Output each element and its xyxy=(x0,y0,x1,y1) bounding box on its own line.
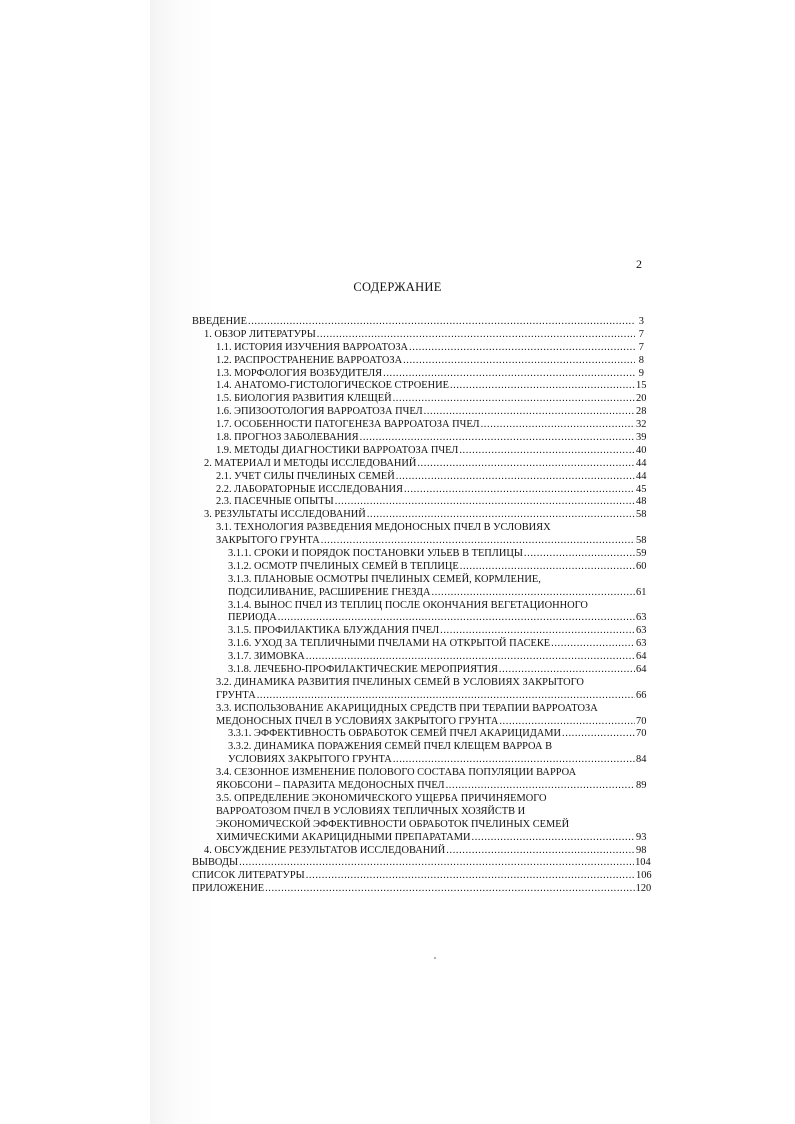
toc-entry xyxy=(192,676,647,703)
toc-entry-page: 84 xyxy=(636,754,647,766)
toc-entry xyxy=(192,342,644,355)
toc-entry-label: 3. РЕЗУЛЬТАТЫ ИССЛЕДОВАНИЙ xyxy=(204,509,366,521)
toc-leader-dots xyxy=(265,883,635,896)
toc-entry-page: 58 xyxy=(636,535,647,547)
toc-entry xyxy=(192,870,652,883)
toc-leader-dots xyxy=(257,690,635,703)
table-of-contents xyxy=(192,315,652,896)
toc-leader-dots xyxy=(335,496,635,509)
toc-entry-page: 7 xyxy=(638,328,644,340)
toc-leader-dots xyxy=(317,329,635,342)
toc-entry-label: 3.1.7. ЗИМОВКА xyxy=(228,651,305,663)
toc-entry xyxy=(192,883,652,896)
toc-entry-page: 7 xyxy=(638,341,644,353)
toc-entry-label: 3.1.1. СРОКИ И ПОРЯДОК ПОСТАНОВКИ УЛЬЕВ В ТЕПЛИЦЫ xyxy=(228,548,523,560)
toc-leader-dots xyxy=(360,432,635,445)
toc-entry-page: 64 xyxy=(636,651,647,663)
toc-leader-dots xyxy=(306,651,635,664)
toc-entry-label: 1.9. МЕТОДЫ ДИАГНОСТИКИ ВАРРОАТОЗА ПЧЕЛ xyxy=(216,444,459,456)
toc-entry-page: 63 xyxy=(636,625,647,637)
toc-entry-label: ГРУНТА xyxy=(216,689,256,701)
toc-leader-dots xyxy=(499,716,635,729)
toc-entry-label: 1.4. АНАТОМО-ГИСТОЛОГИЧЕСКОЕ СТРОЕНИЕ xyxy=(216,380,449,392)
toc-entry xyxy=(192,573,647,600)
toc-entry-page: 58 xyxy=(636,509,647,521)
toc-leader-dots xyxy=(450,380,635,393)
toc-entry xyxy=(192,792,647,845)
toc-entry-page: 60 xyxy=(636,560,647,572)
toc-entry-line: 3.1. ТЕХНОЛОГИЯ РАЗВЕДЕНИЯ МЕДОНОСНЫХ ПЧЕЛ В УСЛОВИЯХ xyxy=(216,522,551,534)
toc-leader-dots xyxy=(306,870,635,883)
toc-entry-page: 32 xyxy=(636,419,647,431)
toc-entry-label: ПРИЛОЖЕНИЕ xyxy=(192,883,265,895)
toc-entry xyxy=(192,457,647,471)
page-title: СОДЕРЖАНИЕ xyxy=(353,280,442,294)
toc-entry-label: 2. МАТЕРИАЛ И МЕТОДЫ ИССЛЕДОВАНИЙ xyxy=(204,457,417,469)
toc-entry-label: 2.3. ПАСЕЧНЫЕ ОПЫТЫ xyxy=(216,496,334,508)
toc-entry xyxy=(192,664,647,677)
toc-entry-label: 2.2. ЛАБОРАТОРНЫЕ ИССЛЕДОВАНИЯ xyxy=(216,483,403,495)
toc-entry-line: 3.1.4. ВЫНОС ПЧЕЛ ИЗ ТЕПЛИЦ ПОСЛЕ ОКОНЧАНИЯ ВЕГЕТАЦИОННОГО xyxy=(228,599,588,611)
toc-entry-label: 3.1.8. ЛЕЧЕБНО-ПРОФИЛАКТИЧЕСКИЕ МЕРОПРИЯТИЯ xyxy=(228,664,498,676)
toc-entry-page: 45 xyxy=(636,483,647,495)
toc-entry xyxy=(192,329,644,342)
toc-entry-label: ПОДСИЛИВАНИЕ, РАСШИРЕНИЕ ГНЕЗДА xyxy=(228,586,431,598)
toc-leader-dots xyxy=(562,728,635,741)
toc-leader-dots xyxy=(551,638,635,651)
toc-entry-line: 3.2. ДИНАМИКА РАЗВИТИЯ ПЧЕЛИНЫХ СЕМЕЙ В УСЛОВИЯХ ЗАКРЫТОГО xyxy=(216,676,584,688)
toc-leader-dots xyxy=(460,561,635,574)
toc-leader-dots xyxy=(446,780,635,793)
toc-leader-dots xyxy=(446,845,635,858)
toc-entry xyxy=(192,432,647,445)
toc-entry-label: 1.3. МОРФОЛОГИЯ ВОЗБУДИТЕЛЯ xyxy=(216,367,383,379)
toc-entry xyxy=(192,355,644,368)
toc-leader-dots xyxy=(383,368,635,381)
toc-entry xyxy=(192,406,647,419)
scan-speck xyxy=(434,957,436,959)
toc-entry xyxy=(192,496,647,509)
toc-entry-page: 104 xyxy=(635,857,651,869)
toc-entry xyxy=(192,548,647,561)
toc-entry-label: 1.1. ИСТОРИЯ ИЗУЧЕНИЯ ВАРРОАТОЗА xyxy=(216,341,409,353)
toc-entry xyxy=(192,857,651,870)
toc-entry xyxy=(192,470,647,484)
toc-entry-label: СПИСОК ЛИТЕРАТУРЫ xyxy=(192,870,305,882)
toc-entry-label: ХИМИЧЕСКИМИ АКАРИЦИДНЫМИ ПРЕПАРАТАМИ xyxy=(216,831,471,843)
toc-entry-page: 15 xyxy=(636,380,647,392)
toc-leader-dots xyxy=(278,612,635,625)
toc-leader-dots xyxy=(431,587,635,600)
toc-entry xyxy=(192,651,647,664)
toc-leader-dots xyxy=(248,316,635,329)
toc-entry-label: 1.6. ЭПИЗООТОЛОГИЯ ВАРРОАТОЗА ПЧЕЛ xyxy=(216,406,423,418)
toc-entry-page: 64 xyxy=(636,664,647,676)
toc-entry-label: 3.3.1. ЭФФЕКТИВНОСТЬ ОБРАБОТОК СЕМЕЙ ПЧЕЛ АКАРИЦИДАМИ xyxy=(228,728,562,740)
toc-entry xyxy=(192,522,647,548)
toc-entry-label: ВВЕДЕНИЕ xyxy=(192,315,247,327)
toc-entry-page: 40 xyxy=(636,444,647,456)
toc-leader-dots xyxy=(239,857,634,870)
toc-leader-dots xyxy=(417,458,635,471)
toc-leader-dots xyxy=(393,754,635,767)
toc-entry-line: 3.3. ИСПОЛЬЗОВАНИЕ АКАРИЦИДНЫХ СРЕДСТВ ПРИ ТЕРАПИИ ВАРРОАТОЗА xyxy=(216,702,598,714)
toc-entry-page: 63 xyxy=(636,638,647,650)
toc-leader-dots xyxy=(393,393,635,406)
toc-leader-dots xyxy=(481,419,635,432)
toc-entry-label: 3.1.5. ПРОФИЛАКТИКА БЛУЖДАНИЯ ПЧЕЛ xyxy=(228,625,440,637)
toc-entry xyxy=(192,509,647,522)
toc-leader-dots xyxy=(424,406,635,419)
toc-entry xyxy=(192,444,647,458)
toc-entry xyxy=(192,702,647,729)
toc-entry-page: 9 xyxy=(638,367,644,379)
toc-entry-page: 48 xyxy=(636,496,647,508)
toc-entry xyxy=(192,728,647,742)
page-number: 2 xyxy=(636,257,642,271)
toc-leader-dots xyxy=(404,484,635,497)
toc-entry-page: 98 xyxy=(636,844,647,856)
toc-entry-label: 3.1.2. ОСМОТР ПЧЕЛИНЫХ СЕМЕЙ В ТЕПЛИЦЕ xyxy=(228,560,459,572)
toc-entry-label: 1.8. ПРОГНОЗ ЗАБОЛЕВАНИЯ xyxy=(216,432,359,443)
toc-entry xyxy=(192,483,647,497)
toc-entry-page: 93 xyxy=(636,831,647,843)
toc-entry xyxy=(192,380,647,393)
toc-entry-label: МЕДОНОСНЫХ ПЧЕЛ В УСЛОВИЯХ ЗАКРЫТОГО ГРУНТА xyxy=(216,715,499,727)
toc-entry-label: 1. ОБЗОР ЛИТЕРАТУРЫ xyxy=(204,328,316,340)
toc-entry-line: 3.4. СЕЗОННОЕ ИЗМЕНЕНИЕ ПОЛОВОГО СОСТАВА ПОПУЛЯЦИИ ВАРРОА xyxy=(216,767,577,779)
toc-leader-dots xyxy=(409,342,635,355)
toc-entry xyxy=(192,625,647,638)
toc-entry-page: 44 xyxy=(636,457,647,469)
toc-entry-page: 61 xyxy=(636,586,647,598)
toc-entry-label: 1.7. ОСОБЕННОСТИ ПАТОГЕНЕЗА ВАРРОАТОЗА ПЧЕЛ xyxy=(216,419,480,431)
toc-entry-label: 1.2. РАСПРОСТРАНЕНИЕ ВАРРОАТОЗА xyxy=(216,354,403,366)
toc-entry-label: 2.1. УЧЕТ СИЛЫ ПЧЕЛИНЫХ СЕМЕЙ xyxy=(216,470,395,482)
toc-entry-page: 70 xyxy=(636,715,647,727)
toc-entry xyxy=(192,316,644,329)
toc-leader-dots xyxy=(440,625,635,638)
toc-entry-page: 63 xyxy=(636,612,647,624)
toc-leader-dots xyxy=(499,664,635,677)
toc-entry-line: 3.1.3. ПЛАНОВЫЕ ОСМОТРЫ ПЧЕЛИНЫХ СЕМЕЙ, КОРМЛЕНИЕ, xyxy=(228,573,541,585)
toc-entry xyxy=(192,419,647,432)
toc-entry xyxy=(192,638,647,651)
toc-entry-page: 106 xyxy=(636,870,652,882)
toc-entry-page: 44 xyxy=(636,470,647,482)
toc-entry-page: 20 xyxy=(636,393,647,405)
toc-leader-dots xyxy=(459,445,635,458)
toc-leader-dots xyxy=(403,355,635,368)
toc-entry-page: 28 xyxy=(636,406,647,418)
toc-entry-page: 59 xyxy=(636,548,647,560)
toc-entry-page: 89 xyxy=(636,780,647,792)
toc-leader-dots xyxy=(472,832,635,845)
toc-entry-page: 39 xyxy=(636,432,647,443)
toc-leader-dots xyxy=(321,535,635,548)
toc-entry-page: 70 xyxy=(636,728,647,740)
toc-leader-dots xyxy=(367,509,635,522)
toc-entry-line: 3.3.2. ДИНАМИКА ПОРАЖЕНИЯ СЕМЕЙ ПЧЕЛ КЛЕЩЕМ ВАРРОА В xyxy=(228,741,553,753)
toc-entry-page: 66 xyxy=(636,689,647,701)
toc-entry xyxy=(192,393,647,406)
toc-entry-page: 3 xyxy=(638,315,644,327)
toc-entry-label: 1.5. БИОЛОГИЯ РАЗВИТИЯ КЛЕЩЕЙ xyxy=(216,393,392,405)
toc-entry-label: 4. ОБСУЖДЕНИЕ РЕЗУЛЬТАТОВ ИССЛЕДОВАНИЙ xyxy=(204,844,446,856)
toc-entry xyxy=(192,741,647,767)
toc-entry xyxy=(192,844,647,858)
toc-entry xyxy=(192,368,644,381)
toc-entry-page: 8 xyxy=(638,354,644,366)
toc-entry-page: 120 xyxy=(635,883,652,895)
toc-entry-label: ПЕРИОДА xyxy=(228,612,277,624)
toc-entry xyxy=(192,560,647,574)
toc-entry xyxy=(192,599,647,626)
toc-leader-dots xyxy=(524,548,635,561)
toc-entry-label: УСЛОВИЯХ ЗАКРЫТОГО ГРУНТА xyxy=(228,754,392,766)
toc-entry-label: ЗАКРЫТОГО ГРУНТА xyxy=(216,535,320,547)
toc-leader-dots xyxy=(396,471,635,484)
toc-entry-label: 3.1.6. УХОД ЗА ТЕПЛИЧНЫМИ ПЧЕЛАМИ НА ОТКРЫТОЙ ПАСЕКЕ xyxy=(228,638,551,650)
toc-entry-label: ВЫВОДЫ xyxy=(192,857,239,869)
toc-entry xyxy=(192,767,647,793)
toc-entry-line: ВАРРОАТОЗОМ ПЧЕЛ В УСЛОВИЯХ ТЕПЛИЧНЫХ ХОЗЯЙСТВ И xyxy=(216,805,526,817)
toc-entry-label: ЯКОБСОНИ – ПАРАЗИТА МЕДОНОСНЫХ ПЧЕЛ xyxy=(216,780,445,792)
toc-entry-line: 3.5. ОПРЕДЕЛЕНИЕ ЭКОНОМИЧЕСКОГО УЩЕРБА ПРИЧИНЯЕМОГО xyxy=(216,792,547,804)
toc-entry-line: ЭКОНОМИЧЕСКОЙ ЭФФЕКТИВНОСТИ ОБРАБОТОК ПЧЕЛИНЫХ СЕМЕЙ xyxy=(216,818,570,830)
